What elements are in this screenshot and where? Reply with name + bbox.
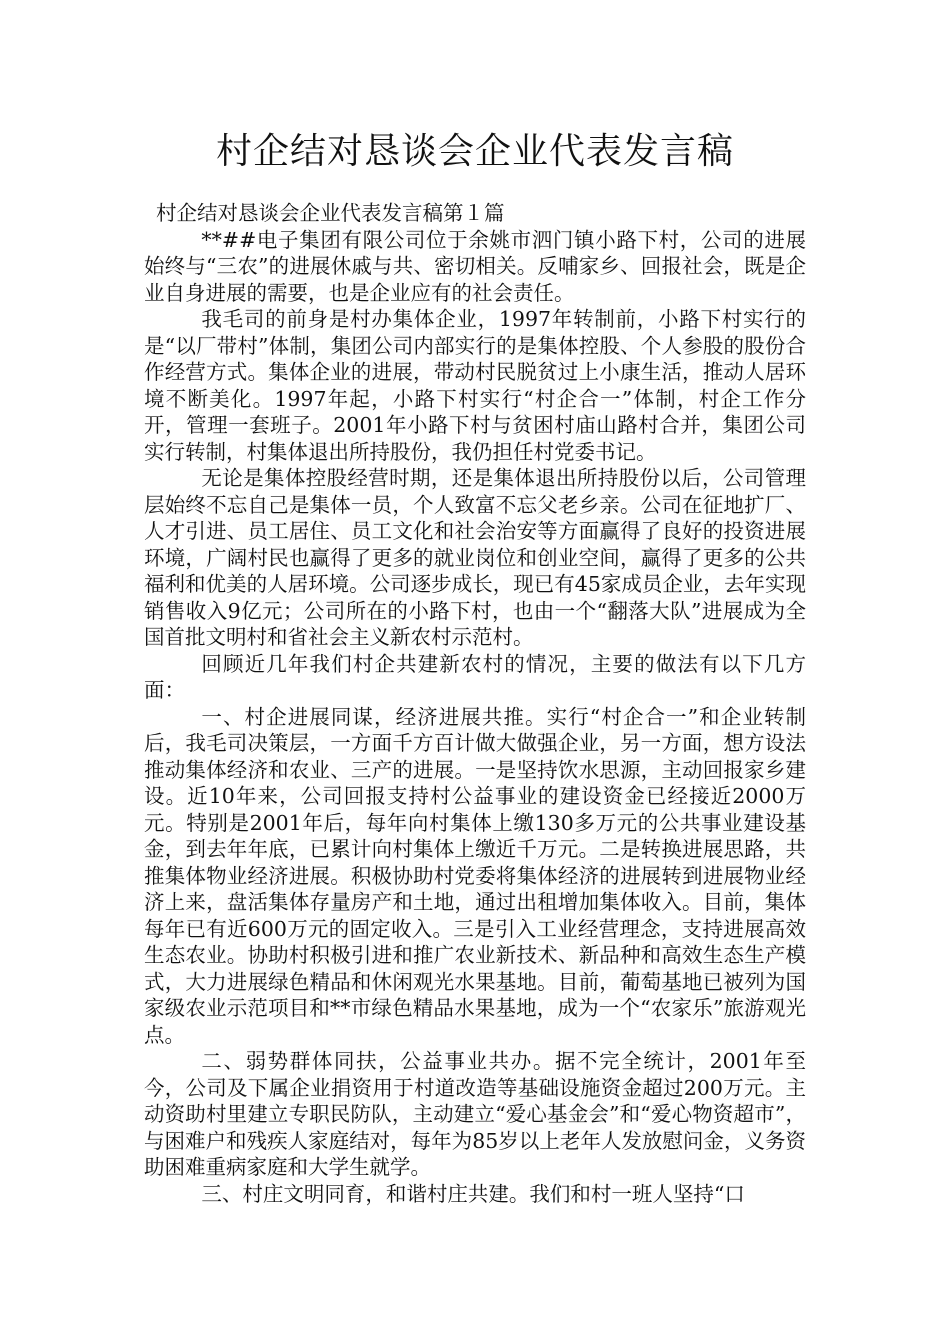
document-title: 村企结对恳谈会企业代表发言稿 <box>215 131 734 172</box>
paragraph-history: 我毛司的前身是村办集体企业，1997年转制前，小路下村实行的是“以厂带村”体制，集团公司内部实行的是集体控股、个人参股的股份合作经营方式。集体企业的进展，带动村民脱贫过上小康生活，推动人居环境不断美化。1997年起，小路下村实行“村企合一”体制，村企工作分开，管理一套班子。2001年小路下村与贫困村庙山路村合并，集团公司实行转制，村集体退出所持股份，我仍担任村党委书记。 <box>144 307 806 464</box>
paragraph-point-three: 三、村庄文明同育，和谐村庄共建。我们和村一班人坚持“口 <box>201 1181 745 1206</box>
paragraph-point-one: 一、村企进展同谋，经济进展共推。实行“村企合一”和企业转制后，我毛司决策层，一方面千方百计做大做强企业，另一方面，想方设法推动集体经济和农业、三产的进展。一是坚持饮水思源，主动回报家乡建设。近10年来，公司回报支持村公益事业的建设资金已经接近2000万元。特别是2001年后，每年向村集体上缴130多万元的公共事业建设基金，到去年年底，已累计向村集体上缴近千万元。二是转换进展思路，共推集体物业经济进展。积极协助村党委将集体经济的进展转到进展物业经济上来，盘活集体存量房产和土地，通过出租增加集体收入。目前，集体每年已有近600万元的固定收入。三是引入工业经营理念，支持进展高效生态农业。协助村积极引进和推广农业新技术、新品种和高效生态生产模式，大力进展绿色精品和休闲观光水果基地。目前，葡萄基地已被列为国家级农业示范项目和**市绿色精品水果基地，成为一个“农家乐”旅游观光点。 <box>144 704 806 1047</box>
section-heading: 村企结对恳谈会企业代表发言稿第１篇 <box>156 201 505 225</box>
paragraph-review: 回顾近几年我们村企共建新农村的情况，主要的做法有以下几方面： <box>144 651 806 702</box>
paragraph-growth: 无论是集体控股经营时期，还是集体退出所持股份以后，公司管理层始终不忘自己是集体一员，个人致富不忘父老乡亲。公司在征地扩厂、人才引进、员工居住、员工文化和社会治安等方面赢得了良好的投资进展环境，广阔村民也赢得了更多的就业岗位和创业空间，赢得了更多的公共福利和优美的人居环境。公司逐步成长，现已有45家成员企业，去年实现销售收入9亿元；公司所在的小路下村，也由一个“翻落大队”进展成为全国首批文明村和省社会主义新农村示范村。 <box>144 466 806 649</box>
document-body <box>144 200 806 1207</box>
paragraph-point-two: 二、弱势群体同扶，公益事业共办。据不完全统计，2001年至今，公司及下属企业捐资用于村道改造等基础设施资金超过200万元。主动资助村里建立专职民防队，主动建立“爱心基金会”和“爱心物资超市”，与困难户和残疾人家庭结对，每年为85岁以上老年人发放慰问金，义务资助困难重病家庭和大学生就学。 <box>144 1049 806 1179</box>
paragraph-company-intro: **##电子集团有限公司位于余姚市泗门镇小路下村，公司的进展始终与“三农”的进展休戚与共、密切相关。反哺家乡、回报社会，既是企业自身进展的需要，也是企业应有的社会责任。 <box>144 227 806 305</box>
